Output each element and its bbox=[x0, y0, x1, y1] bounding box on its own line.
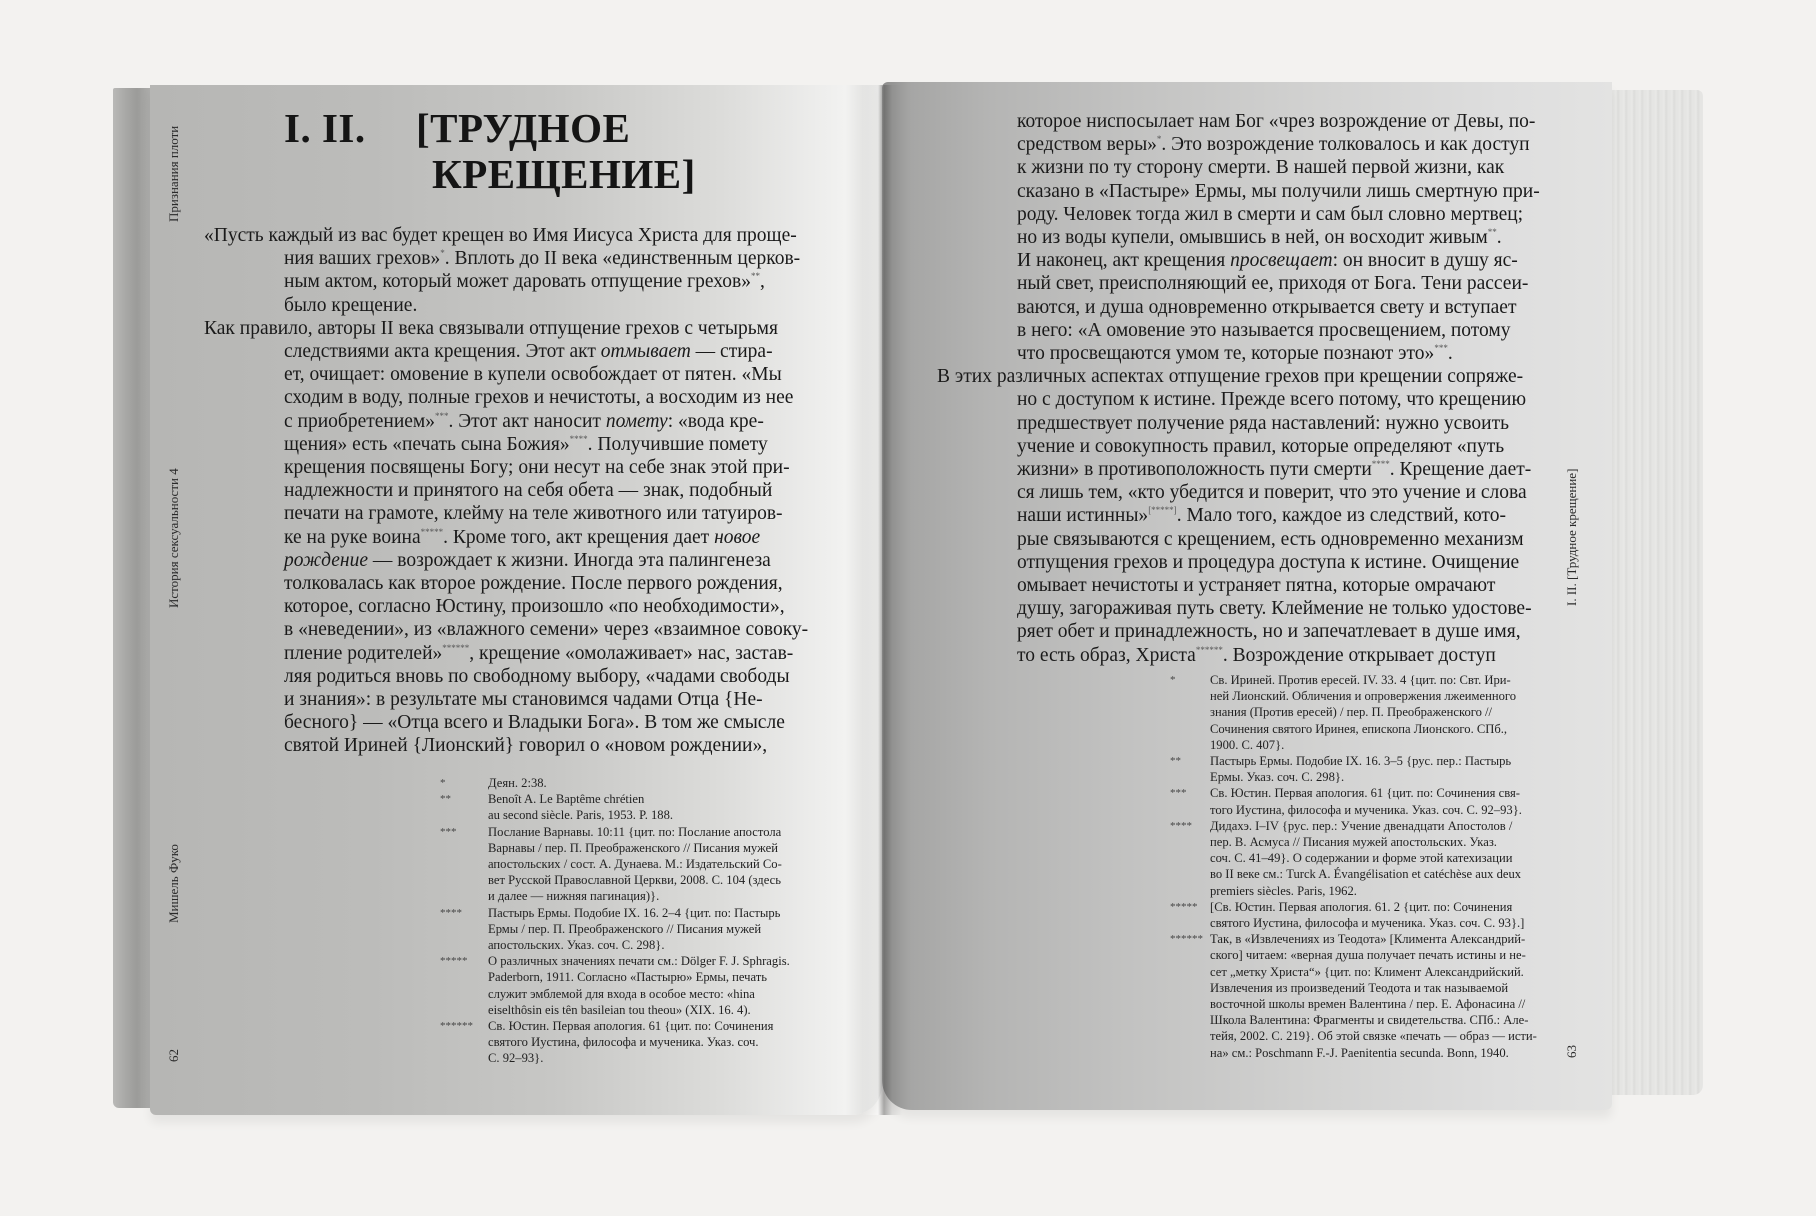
chapter-title-line-2: КРЕЩЕНИЕ] bbox=[432, 151, 696, 197]
body-line: отпущения грехов и процедура доступа к истине. Очищение bbox=[1017, 551, 1520, 573]
body-line: ния ваших грехов»*. Вплоть до II века «единственным церков- bbox=[284, 248, 801, 270]
chapter-title-line-1: [ТРУДНОЕ bbox=[416, 105, 631, 151]
footnote: * Св. Ириней. Против ересей. IV. 33. 4 {цит. по: Свт. Ири- ней Лионский. Обличения и опровержения лжеименного знания (Против ересей) / пер. П. Преображенского // Сочинения святого Иринея, епископа Лионского. СПб., 1900. С. 407}. bbox=[1170, 673, 1517, 752]
body-line: которое ниспосылает нам Бог «чрез возрождение от Девы, по- bbox=[1017, 111, 1536, 132]
body-line: печати на грамоте, клейму на теле животного или татуиров- bbox=[284, 503, 783, 525]
body-line: ный свет, преисполняющий ее, приходя от Бога. Тени рассеи- bbox=[1017, 273, 1529, 295]
footnote: ***** [Св. Юстин. Первая апология. 61. 2 {цит. по: Сочинения святого Иустина, философа и мученика. Указ. соч. С. 93}.] bbox=[1170, 899, 1525, 931]
footnote-ref[interactable]: ****** bbox=[1195, 644, 1223, 655]
footnote-ref[interactable]: [*****] bbox=[1148, 505, 1177, 516]
footnote-marker: *** bbox=[1170, 787, 1187, 800]
body-line: но с доступом к истине. Прежде всего потому, что крещению bbox=[1017, 389, 1527, 411]
body-line: рые связываются с крещением, есть одновременно механизм bbox=[1017, 528, 1524, 550]
body-line: ке на руке воина*****. Кроме того, акт крещения дает новое bbox=[284, 526, 761, 548]
body-line: крещения посвящены Богу; они несут на себе знак этой при- bbox=[284, 457, 790, 479]
body-line: предшествует получение ряда наставлений: нужно усвоить bbox=[1017, 412, 1510, 434]
body-line: щения» есть «печать сына Божия»****. Получившие помету bbox=[284, 433, 768, 455]
footnote-ref[interactable]: * bbox=[1156, 134, 1162, 145]
body-line: сходим в воду, полные грехов и нечистоты, а восходим из нее bbox=[284, 387, 794, 409]
body-line: но из воды купели, омывшись в ней, он восходит живым**. bbox=[1017, 227, 1502, 249]
footnote: ** Пастырь Ермы. Подобие IX. 16. 3–5 {рус. пер.: Пастырь Ермы. Указ. соч. С. 298}. bbox=[1170, 754, 1512, 785]
footnote-marker: ** bbox=[1170, 755, 1181, 768]
body-line: ряет обет и принадлежность, но и запечатлевает в душе имя, bbox=[1017, 621, 1521, 643]
footnote-marker: ***** bbox=[440, 955, 468, 968]
body-line: ся лишь тем, «кто убедится и поверит, что это учение и слова bbox=[1017, 482, 1527, 504]
footnote-ref[interactable]: ** bbox=[750, 271, 760, 282]
footnote: ** Benoît A. Le Baptême chrétien au second siècle. Paris, 1953. P. 188. bbox=[440, 792, 674, 823]
footnote-marker: ** bbox=[440, 793, 451, 806]
body-line: в него: «А омовение это называется просвещением, потому bbox=[1017, 319, 1511, 341]
footnote: *** Св. Юстин. Первая апология. 61 {цит. по: Сочинения свя- того Иустина, философа и мученика. Указ. соч. С. 92–93}. bbox=[1170, 786, 1522, 817]
body-line: бесного} — «Отца всего и Владыки Бога». В том же смысле bbox=[284, 712, 785, 734]
right-page-body bbox=[937, 110, 1577, 667]
footnote-marker: **** bbox=[1170, 819, 1192, 832]
running-head-book-title: Признания плоти bbox=[166, 125, 181, 222]
footnote: **** Пастырь Ермы. Подобие IX. 16. 2–4 {цит. по: Пастырь Ермы / пер. П. Преображенского // Писания мужей апостольских. Указ. соч. С. 298}. bbox=[440, 905, 781, 953]
body-line: и знания»: в результате мы становимся чадами Отца {Не- bbox=[284, 689, 763, 711]
right-page-edge-stack bbox=[1605, 90, 1703, 1095]
footnote: ***** О различных значениях печати см.: Dölger F. J. Sphragis. Paderborn, 1911. Согласно «Пастырю» Ермы, печать служит эмблемой для входа в особое место: «hina eiselthôsin eis tên basileian tou theou» (XIX. 16. 4). bbox=[440, 954, 790, 1017]
footnote-marker: ***** bbox=[1170, 900, 1198, 913]
footnote-marker: *** bbox=[440, 825, 457, 838]
body-line: в «неведении», из «влажного семени» через «взаимное совоку- bbox=[284, 619, 809, 641]
body-line: с приобретением»***. Этот акт наносит помету: «вода кре- bbox=[284, 410, 764, 432]
body-line: что просвещаются умом те, которые познают это»***. bbox=[1017, 343, 1453, 365]
footnote-marker: **** bbox=[440, 906, 462, 919]
body-line: было крещение. bbox=[284, 294, 418, 316]
footnote-ref[interactable]: *** bbox=[435, 410, 449, 421]
body-line: В этих различных аспектах отпущение грехов при крещении сопряже- bbox=[937, 366, 1524, 388]
footnote-ref[interactable]: ** bbox=[1487, 227, 1497, 238]
body-line: средством веры»*. Это возрождение толковалось и как доступ bbox=[1017, 134, 1530, 156]
footnote-marker: * bbox=[1170, 674, 1176, 686]
page-number-right: 63 bbox=[1564, 1045, 1579, 1058]
body-line: ляя родиться вновь по свободному выбору, «чадами свободы bbox=[284, 665, 790, 687]
body-line: святой Ириней {Лионский} говорил о «новом рождении», bbox=[284, 735, 768, 757]
body-line: омывает нечистоты и устраняет пятна, которые омрачают bbox=[1017, 575, 1496, 597]
body-line: к жизни по ту сторону смерти. В нашей первой жизни, как bbox=[1017, 157, 1505, 179]
running-head-author: Мишель Фуко bbox=[166, 844, 181, 923]
running-head-chapter: I. II. [Трудное крещение] bbox=[1564, 468, 1579, 606]
body-line: роду. Человек тогда жил в смерти и сам был словно мертвец; bbox=[1017, 203, 1524, 225]
right-page-footnotes bbox=[1170, 672, 1570, 1061]
book-spine-gutter bbox=[862, 85, 902, 1115]
footnote: ****** Св. Юстин. Первая апология. 61 {цит. по: Сочинения святого Иустина, философа и мученика. Указ. соч. С. 92–93}. bbox=[440, 1019, 774, 1066]
footnote-ref[interactable]: **** bbox=[1371, 459, 1390, 470]
body-line: ным актом, который может даровать отпущение грехов»**, bbox=[284, 271, 765, 293]
body-line: «Пусть каждый из вас будет крещен во Имя Иисуса Христа для проще- bbox=[204, 225, 797, 246]
left-page-body bbox=[204, 224, 844, 758]
footnote-ref[interactable]: *** bbox=[1434, 343, 1448, 354]
footnote-ref[interactable]: **** bbox=[569, 433, 588, 444]
body-line: жизни» в противоположность пути смерти****. Крещение дает- bbox=[1017, 459, 1532, 481]
footnote-ref[interactable]: * bbox=[440, 248, 445, 259]
footnote: * Деян. 2:38. bbox=[440, 776, 547, 790]
body-line: рождение — возрождает к жизни. Иногда эта палингенеза bbox=[284, 549, 771, 571]
footnote-ref[interactable]: ****** bbox=[442, 642, 470, 653]
body-line: которое, согласно Юстину, произошло «по необходимости», bbox=[284, 596, 785, 618]
body-line: И наконец, акт крещения просвещает: он вносит в душу яс- bbox=[1017, 250, 1518, 272]
body-line: ваются, и душа одновременно открывается свету и вступает bbox=[1017, 296, 1517, 318]
body-line: учение и совокупность правил, которые определяют «путь bbox=[1017, 435, 1505, 457]
running-head-series: История сексуальности 4 bbox=[166, 468, 181, 608]
page-number-left: 62 bbox=[166, 1049, 181, 1062]
footnote-ref[interactable]: ***** bbox=[420, 526, 444, 537]
body-line: наши истинны»[*****]. Мало того, каждое из следствий, кото- bbox=[1017, 505, 1506, 527]
left-page-edge-stack bbox=[113, 88, 153, 1108]
body-line: душу, загораживая путь свету. Клеймение не только удостове- bbox=[1017, 598, 1532, 620]
left-page-footnotes bbox=[440, 775, 840, 1067]
footnote: ****** Так, в «Извлечениях из Теодота» [Климента Александрий- ского] читаем: «верная душа получает печать истины и не- сет „метку Христа“» {цит. по: Климент Александрийский. Извлечения из произведений Теодота и так называемой восточной школы времен Валентина / пер. Е. Афонасина // Школа Валентина: Фрагменты и свидетельства. СПб.: Але- тейя, 2002. С. 219}. Об этой связке «печать — образ — исти- на» см.: Poschmann F.-J. Paenitentia secunda. Bonn, 1940. bbox=[1170, 932, 1537, 1060]
footnote-marker: ****** bbox=[1170, 933, 1203, 946]
footnote-marker: * bbox=[440, 777, 446, 789]
body-line: надлежности и принятого на себя обета — знак, подобный bbox=[284, 480, 773, 502]
body-line: то есть образ, Христа******. Возрождение открывает доступ bbox=[1017, 644, 1496, 666]
footnote-marker: ****** bbox=[440, 1020, 473, 1033]
body-line: ет, очищает: омовение в купели освобождает от пятен. «Мы bbox=[284, 364, 782, 386]
footnote: **** Дидахэ. I–IV {рус. пер.: Учение двенадцати Апостолов / пер. В. Асмуса // Писания мужей апостольских. Указ. соч. С. 41–49}. О содержании и форме этой катехизации во II веке см.: Turck A. Évangélisation et catéchèse aux deux premiers siècles. Paris, 1962. bbox=[1170, 818, 1522, 898]
body-line: сказано в «Пастыре» Ермы, мы получили лишь смертную при- bbox=[1017, 180, 1540, 202]
body-line: Как правило, авторы II века связывали отпущение грехов с четырьмя bbox=[204, 317, 778, 339]
body-line: пление родителей»******, крещение «омолаживает» нас, застав- bbox=[284, 642, 794, 664]
body-line: толковалась как второе рождение. После первого рождения, bbox=[284, 573, 783, 595]
body-line: следствиями акта крещения. Этот акт отмывает — стира- bbox=[284, 341, 773, 363]
chapter-number: I. II. bbox=[284, 105, 366, 151]
footnote: *** Послание Варнавы. 10:11 {цит. по: Послание апостола Варнавы / пер. П. Преображенского // Писания мужей апостольских / сост. А. Дунаева. М.: Издательский Со- вет Русской Православной Церкви, 2008. С. 104 (здесь и далее — нижняя пагинация)}. bbox=[440, 824, 782, 904]
